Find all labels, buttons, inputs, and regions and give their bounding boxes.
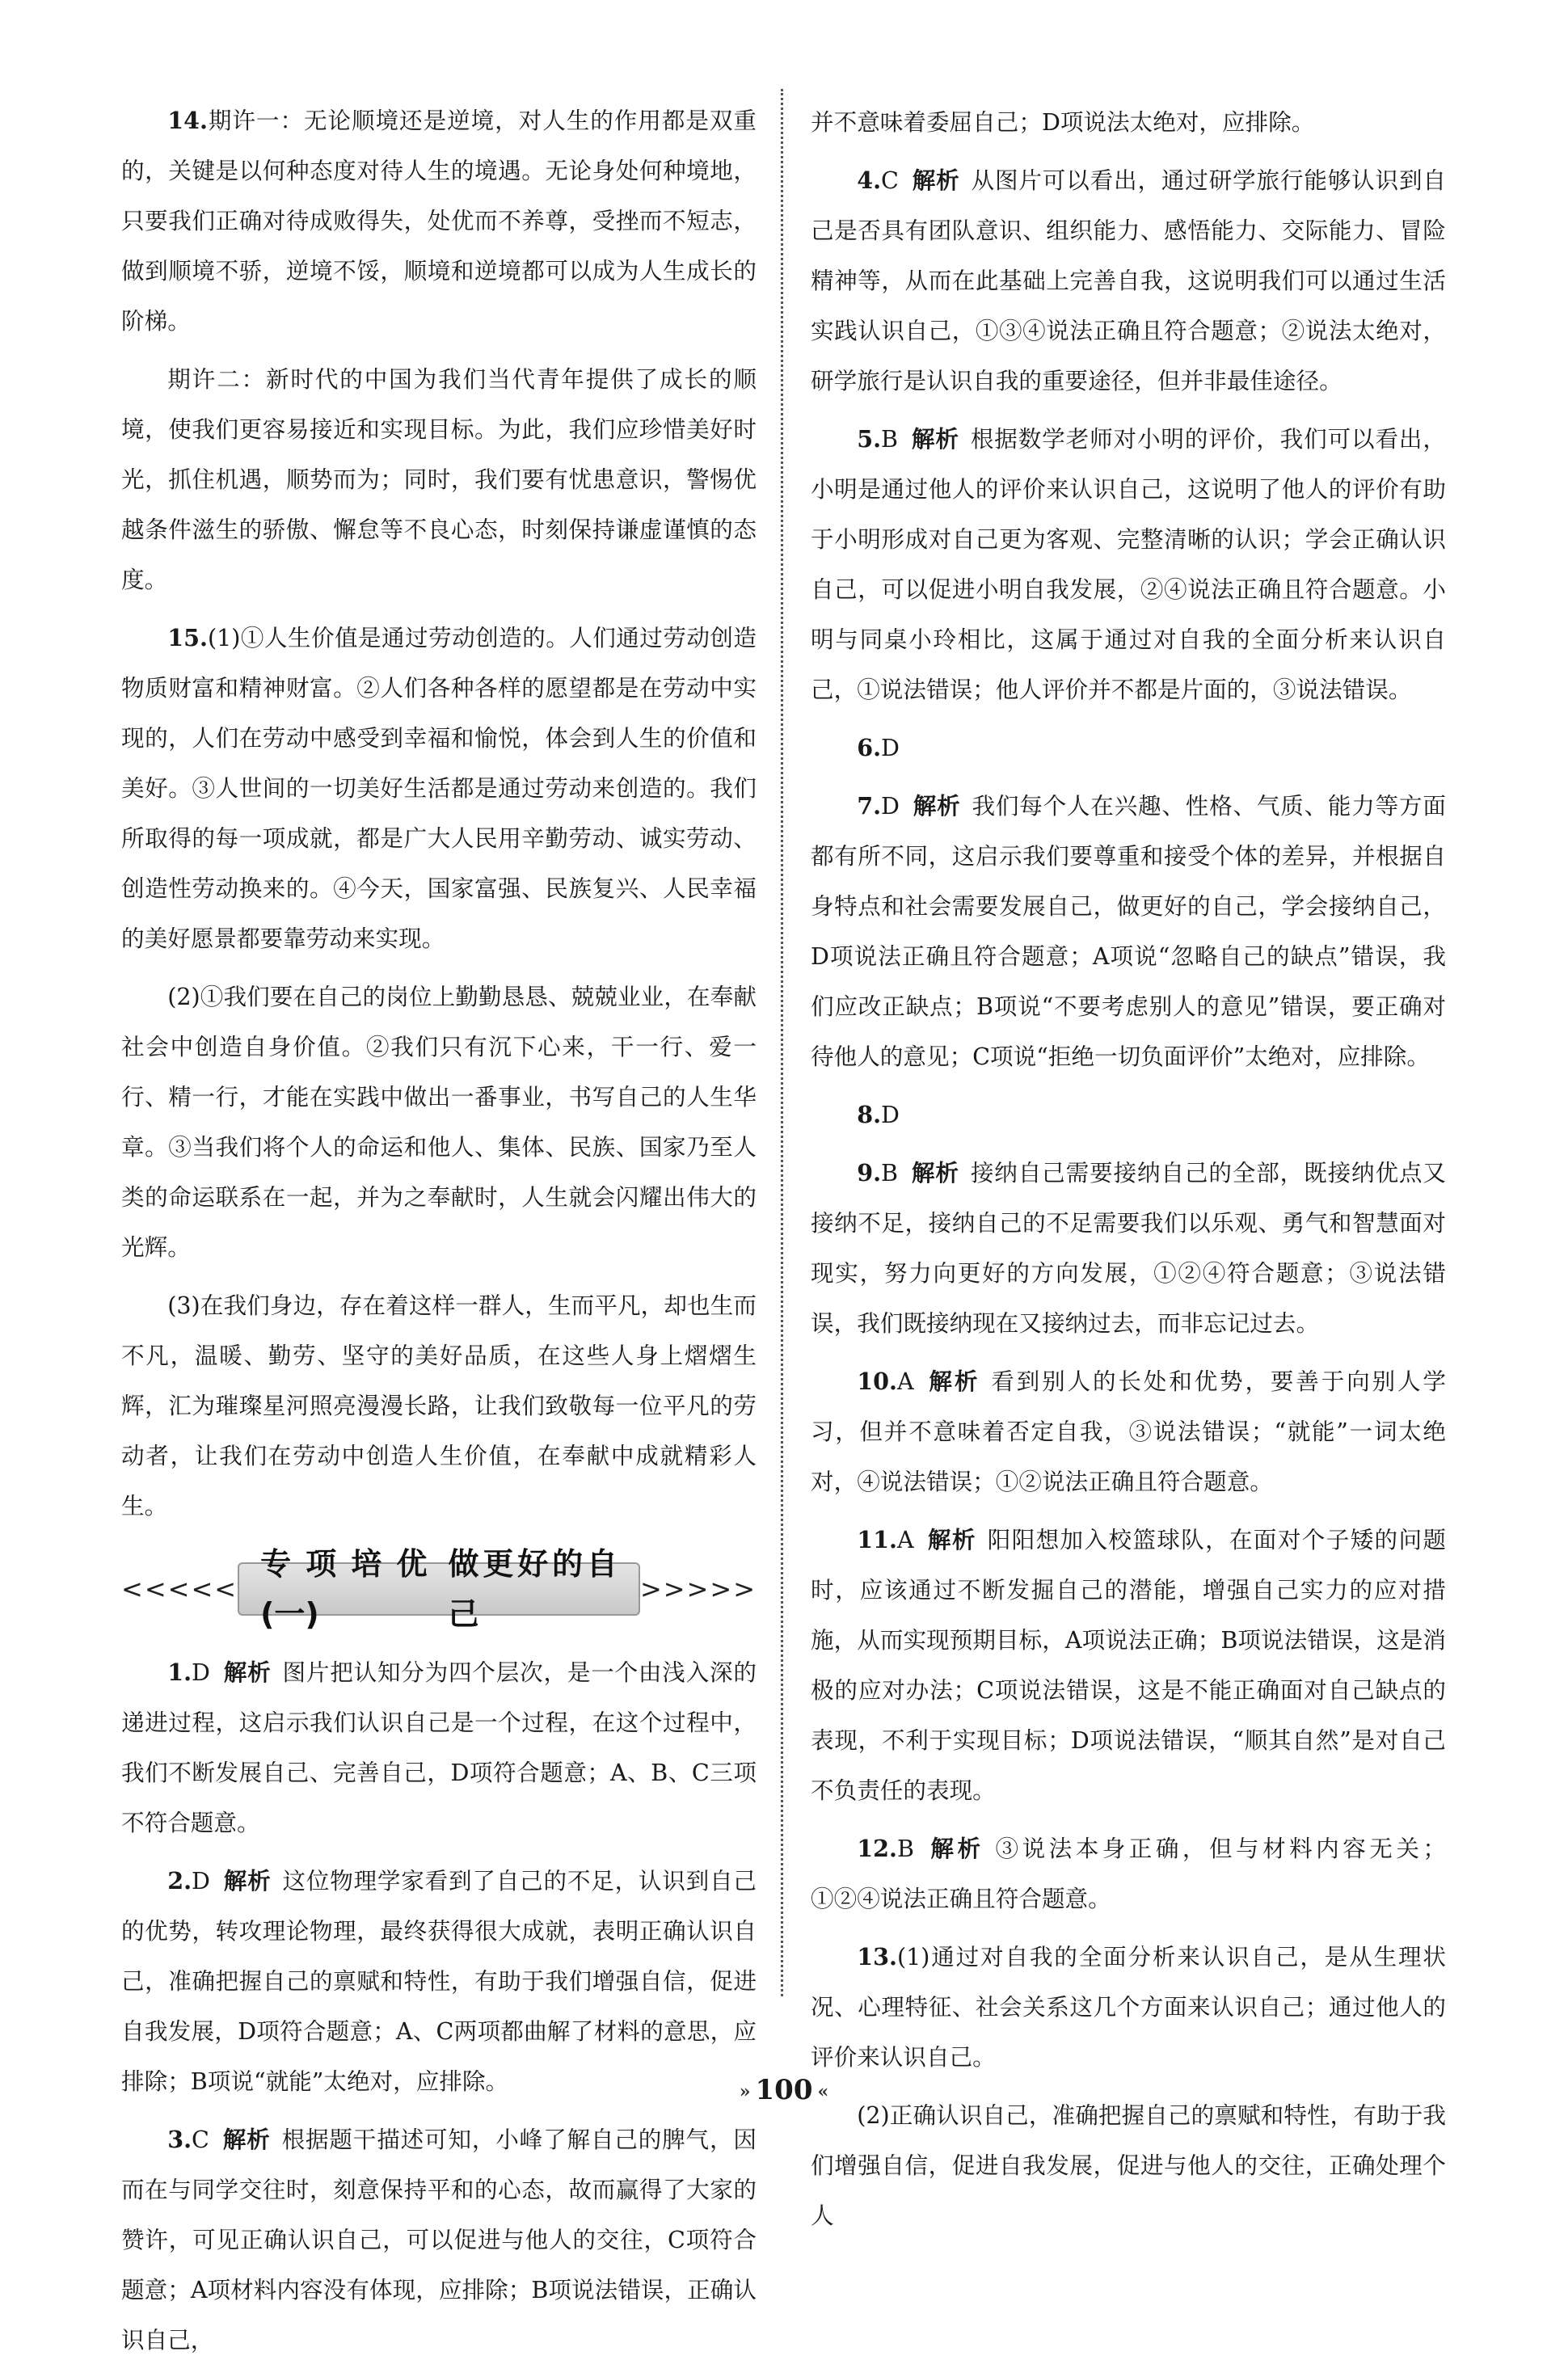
answer-number: 3. [167,2126,192,2153]
answer-3 [121,2114,757,2365]
answer-4 [811,155,1446,406]
answer-number: 6. [857,734,882,761]
answer-text: ③说法本身正确，但与材料内容无关；①②④说法正确且符合题意。 [811,1835,1446,1912]
answer-text: 图片把认知分为四个层次，是一个由浅入深的递进过程，这启示我们认识自己是一个过程，在这个过程中，我们不断发展自己、完善自己，D项符合题意；A、B、C三项不符合题意。 [121,1659,757,1836]
answer-2 [121,1856,757,2106]
section-banner [121,1546,757,1632]
page-number [0,2074,1568,2106]
analysis-label: 解析 [926,1835,984,1862]
banner-right-arrows: >>>>> [639,1574,757,1604]
answer-choice: D [192,1659,210,1686]
question-number: 14. [167,107,208,134]
answer-number: 7. [857,792,882,820]
answer-number: 1. [167,1659,192,1686]
answer-number: 12. [857,1835,897,1862]
answer-choice: A [896,1526,914,1553]
analysis-label: 解析 [911,166,960,194]
answer-5 [811,414,1446,714]
q13-para-1 [811,1932,1446,2082]
answer-number: 9. [857,1159,882,1186]
q15-para-3: (3)在我们身边，存在着这样一群人，生而平凡，却也生而不凡，温暖、勤劳、坚守的美好品质，在这些人身上熠熠生辉，汇为璀璨星河照亮漫漫长路，让我们致敬每一位平凡的劳动者，让我们在劳动中创造人生价值，在奉献中成就精彩人生。 [121,1292,757,1519]
answer-number: 2. [167,1867,192,1895]
answer-text: 根据数学老师对小明的评价，我们可以看出，小明是通过他人的评价来认识自己，这说明了他人的评价有助于小明形成对自己更为客观、完整清晰的认识；学会正确认识自己，可以促进小明自我发展，②④说法正确且符合题意。小明与同桌小玲相比，这属于通过对自我的全面分析来认识自己，①说法错误；他人评价并不都是片面的，③说法错误。 [811,425,1446,703]
answer-7 [811,781,1446,1081]
answer-3-continued: 并不意味着委屈自己；D项说法太绝对，应排除。 [811,108,1315,136]
answer-number: 10. [857,1368,897,1395]
right-column [811,97,1446,2249]
analysis-label: 解析 [911,1159,959,1186]
answer-8 [811,1090,1446,1140]
answer-10 [811,1356,1446,1507]
answer-number: 5. [857,425,882,453]
section-name: 专项培优(一) [260,1546,428,1632]
analysis-label: 解析 [912,792,961,820]
answer-number: 4. [857,166,882,194]
section-title: 做更好的自己 [448,1546,618,1632]
answer-choice: D [192,1867,210,1895]
answer-1 [121,1647,757,1848]
answer-number: 11. [857,1526,897,1553]
answer-11 [811,1515,1446,1815]
analysis-label: 解析 [926,1368,980,1395]
answer-choice: D [881,734,900,761]
answer-9 [811,1148,1446,1348]
answer-text: 根据题干描述可知，小峰了解自己的脾气，因而在与同学交往时，刻意保持平和的心态，故而赢得了大家的赞许，可见正确认识自己，可以促进与他人的交往，C项符合题意；A项材料内容没有体现，应排除；B项说法错误，正确认识自己， [121,2126,757,2354]
answer-choice: C [881,166,899,194]
answer-number: 8. [857,1101,882,1128]
q15-para-1 [121,613,757,963]
column-divider [781,89,783,1996]
q13-para-2: (2)正确认识自己，准确把握自己的禀赋和特性，有助于我们增强自信，促进自我发展，促进与他人的交往，正确处理个人 [811,2101,1446,2229]
answer-choice: B [881,425,899,453]
question-number: 15. [167,624,208,651]
analysis-label: 解析 [222,1867,272,1895]
answer-choice: A [896,1368,914,1395]
page-deco-right: « [817,2081,829,2102]
section-title-box [238,1546,640,1632]
analysis-label: 解析 [926,1526,976,1553]
answer-choice: B [881,1159,899,1186]
page-number-text: 100 [755,2074,813,2106]
q15-text-1: (1)①人生价值是通过劳动创造的。人们通过劳动创造物质财富和精神财富。②人们各种各样的愿望都是在劳动中实现的，人们在劳动中感受到幸福和愉悦，体会到人生的价值和美好。③人世间的一切美好生活都是通过劳动来创造的。我们所取得的每一项成就，都是广大人民用辛勤劳动、诚实劳动、创造性劳动换来的。④今天，国家富强、民族复兴、人民幸福的美好愿景都要靠劳动来实现。 [121,624,757,952]
page-deco-left: » [739,2081,751,2102]
answer-text: 看到别人的长处和优势，要善于向别人学习，但并不意味着否定自我，③说法错误；“就能”一词太绝对，④说法错误；①②说法正确且符合题意。 [811,1368,1446,1495]
banner-left-arrows: <<<<< [121,1574,238,1604]
answer-choice: C [192,2126,209,2153]
q14-para-1 [121,95,757,346]
answer-text: 接纳自己需要接纳自己的全部，既接纳优点又接纳不足，接纳自己的不足需要我们以乐观、勇气和智慧面对现实，努力向更好的方向发展，①②④符合题意；③说法错误，我们既接纳现在又接纳过去，而非忘记过去。 [811,1159,1446,1337]
left-column [121,95,757,2373]
answer-choice: D [881,1101,900,1128]
q15-para-2: (2)①我们要在自己的岗位上勤勤恳恳、兢兢业业，在奉献社会中创造自身价值。②我们只有沉下心来，干一行、爱一行、精一行，才能在实践中做出一番事业，书写自己的人生华章。③当我们将个人的命运和他人、集体、民族、国家乃至人类的命运联系在一起，并为之奉献时，人生就会闪耀出伟大的光辉。 [121,983,757,1261]
answer-choice: B [896,1835,914,1862]
question-number: 13. [857,1943,897,1970]
analysis-label: 解析 [911,425,959,453]
answer-text: 这位物理学家看到了自己的不足，认识到自己的优势，转攻理论物理，最终获得很大成就，表明正确认识自己，准确把握自己的禀赋和特性，有助于我们增强自信，促进自我发展，D项符合题意；A、C两项都曲解了材料的意思，应排除；B项说“就能”太绝对，应排除。 [121,1867,757,2095]
answer-12 [811,1823,1446,1924]
q13-text-1: (1)通过对自我的全面分析来认识自己，是从生理状况、心理特征、社会关系这几个方面来认识自己；通过他人的评价来认识自己。 [811,1943,1446,2071]
answer-text: 从图片可以看出，通过研学旅行能够认识到自己是否具有团队意识、组织能力、感悟能力、交际能力、冒险精神等，从而在此基础上完善自我，这说明我们可以通过生活实践认识自己，①③④说法正确且符合题意；②说法太绝对，研学旅行是认识自我的重要途径，但并非最佳途径。 [811,166,1446,394]
answer-text: 阳阳想加入校篮球队，在面对个子矮的问题时，应该通过不断发掘自己的潜能，增强自己实力的应对措施，从而实现预期目标，A项说法正确；B项说法错误，这是消极的应对办法；C项说法错误，这是不能正确面对自己缺点的表现，不利于实现目标；D项说法错误，“顺其自然”是对自己不负责任的表现。 [811,1526,1446,1804]
answer-6 [811,723,1446,773]
answer-text: 我们每个人在兴趣、性格、气质、能力等方面都有所不同，这启示我们要尊重和接受个体的差异，并根据自身特点和社会需要发展自己，做更好的自己，学会接纳自己，D项说法正确且符合题意；A项说“忽略自己的缺点”错误，我们应改正缺点；B项说“不要考虑别人的意见”错误，要正确对待他人的意见；C项说“拒绝一切负面评价”太绝对，应排除。 [811,792,1446,1070]
answer-choice: D [881,792,900,820]
q14-text-1: 期许一：无论顺境还是逆境，对人生的作用都是双重的，关键是以何种态度对待人生的境遇。无论身处何种境地，只要我们正确对待成败得失，处优而不养尊，受挫而不短志，做到顺境不骄，逆境不馁，顺境和逆境都可以成为人生成长的阶梯。 [121,107,757,335]
analysis-label: 解析 [221,2126,271,2153]
analysis-label: 解析 [222,1659,272,1686]
q14-para-2: 期许二：新时代的中国为我们当代青年提供了成长的顺境，使我们更容易接近和实现目标。为此，我们应珍惜美好时光，抓住机遇，顺势而为；同时，我们要有忧患意识，警惕优越条件滋生的骄傲、懈怠等不良心态，时刻保持谦虚谨慎的态度。 [121,365,757,593]
